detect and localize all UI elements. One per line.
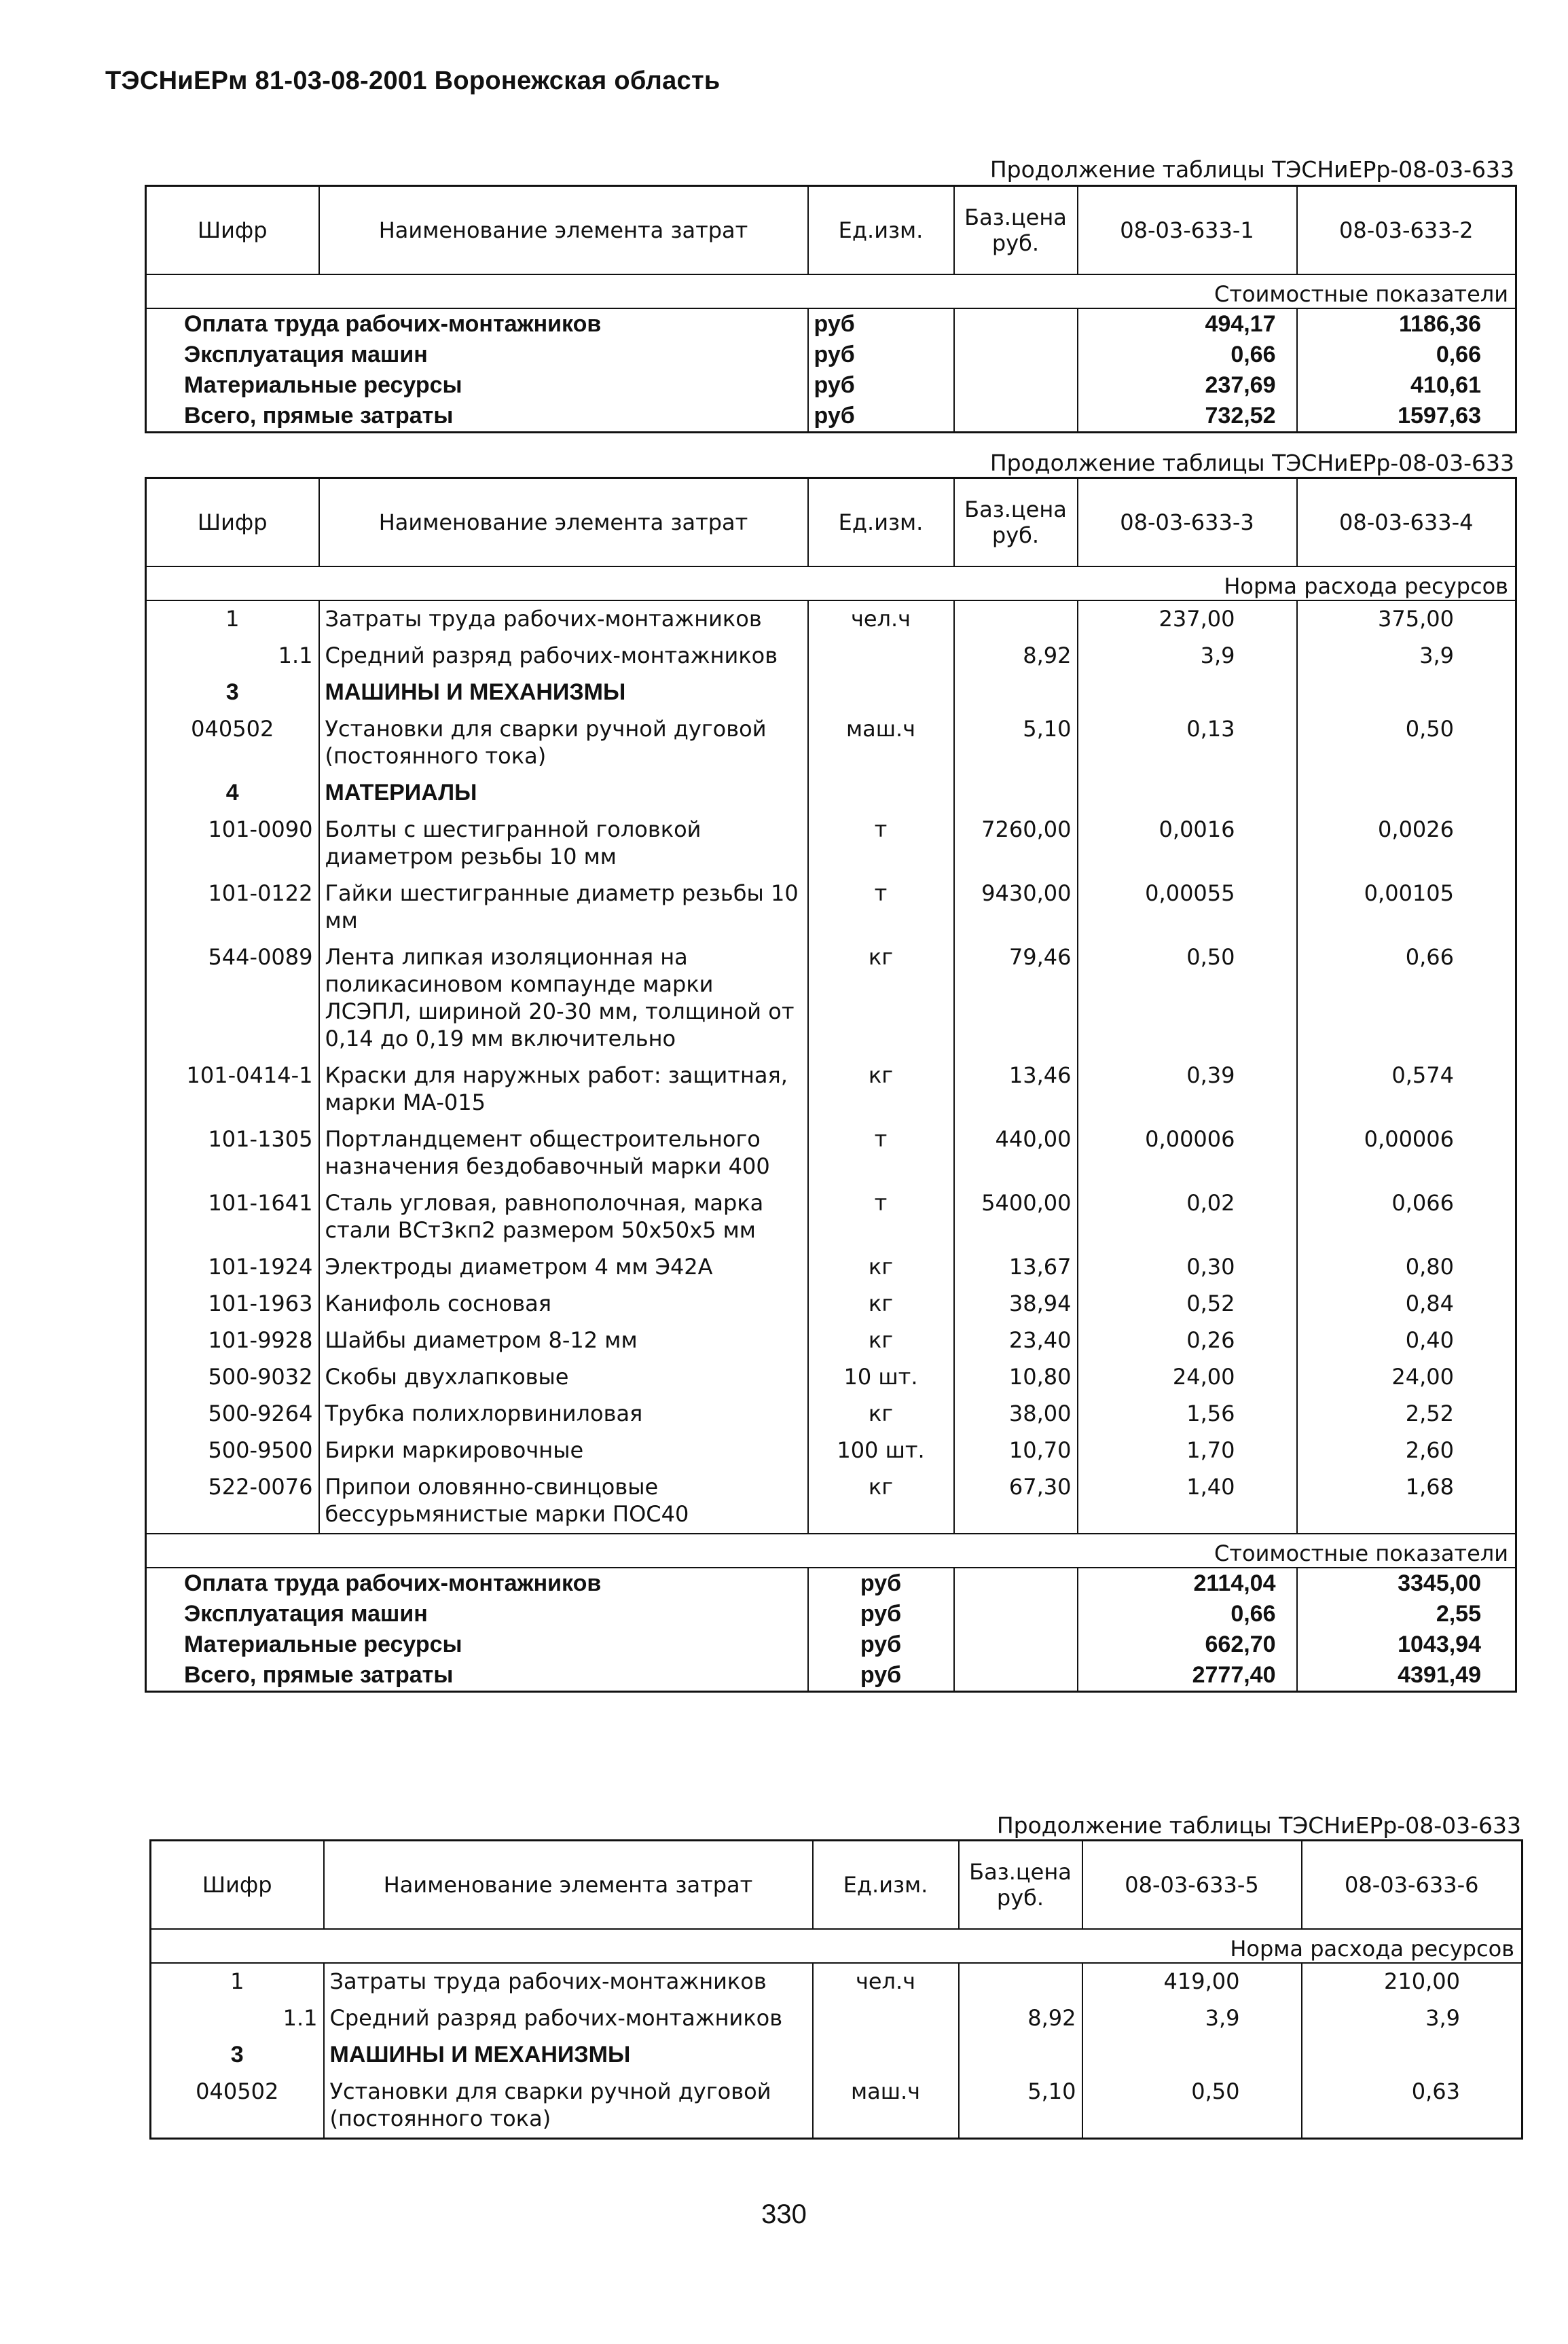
row-price: 10,70 bbox=[954, 1432, 1078, 1469]
row-code: 101-1305 bbox=[208, 1126, 313, 1152]
row-code: 101-1924 bbox=[208, 1254, 313, 1280]
row-code: 500-9264 bbox=[208, 1401, 313, 1426]
row-b: 2,52 bbox=[1297, 1396, 1516, 1432]
row-unit bbox=[813, 2037, 959, 2074]
total-row bbox=[146, 370, 1516, 401]
row-name: Установки для сварки ручной дуговой (постоянного тока) bbox=[319, 711, 808, 775]
total-unit: руб bbox=[808, 1629, 954, 1660]
row-name: Шайбы диаметром 8-12 мм bbox=[319, 1322, 808, 1359]
row-a: 0,50 bbox=[1078, 939, 1297, 1058]
row-code: 101-1641 bbox=[208, 1190, 313, 1216]
col-header-name: Наименование элемента затрат bbox=[319, 478, 808, 567]
row-code: 500-9500 bbox=[208, 1437, 313, 1463]
section-cost-label: Стоимостные показатели bbox=[146, 1534, 1516, 1568]
row-unit: кг bbox=[808, 1322, 954, 1359]
row-name: Болты с шестигранной головкой диаметром резьбы 10 мм bbox=[319, 812, 808, 876]
total-row bbox=[146, 1568, 1516, 1599]
row-code: 101-0414-1 bbox=[186, 1062, 313, 1088]
total-name: Всего, прямые затраты bbox=[146, 1660, 808, 1692]
table-row bbox=[151, 1963, 1523, 2000]
row-unit: кг bbox=[808, 939, 954, 1058]
row-unit: 100 шт. bbox=[808, 1432, 954, 1469]
row-unit: т bbox=[808, 1121, 954, 1185]
table-row bbox=[146, 638, 1516, 674]
row-unit: чел.ч bbox=[813, 1963, 959, 2000]
total-unit: руб bbox=[808, 308, 954, 340]
row-b: 0,066 bbox=[1297, 1185, 1516, 1249]
table-row bbox=[146, 1249, 1516, 1286]
col-header-b: 08-03-633-6 bbox=[1302, 1841, 1523, 1930]
total-name: Эксплуатация машин bbox=[184, 1601, 428, 1627]
col-header-code: Шифр bbox=[146, 478, 319, 567]
row-price: 67,30 bbox=[954, 1469, 1078, 1534]
continuation-caption: Продолжение таблицы ТЭСНиЕРр-08-03-633 bbox=[989, 450, 1514, 476]
row-unit: кг bbox=[808, 1058, 954, 1121]
total-a: 237,69 bbox=[1078, 370, 1297, 401]
row-price: 79,46 bbox=[954, 939, 1078, 1058]
row-name: Портландцемент общестроительного назначения бездобавочный марки 400 bbox=[319, 1121, 808, 1185]
row-unit: т bbox=[808, 1185, 954, 1249]
table-row bbox=[151, 2000, 1523, 2037]
col-header-a: 08-03-633-3 bbox=[1078, 478, 1297, 567]
document-header: ТЭСНиЕРм 81-03-08-2001 Воронежская область bbox=[105, 67, 721, 95]
continuation-caption: Продолжение таблицы ТЭСНиЕРр-08-03-633 bbox=[989, 156, 1514, 183]
row-price: 8,92 bbox=[959, 2000, 1082, 2037]
row-code: 101-1963 bbox=[208, 1291, 313, 1316]
row-a bbox=[1082, 2037, 1302, 2074]
table-row bbox=[146, 674, 1516, 711]
row-code: 1.1 bbox=[282, 2005, 318, 2031]
row-price: 440,00 bbox=[954, 1121, 1078, 1185]
row-b: 2,60 bbox=[1297, 1432, 1516, 1469]
row-a: 0,30 bbox=[1078, 1249, 1297, 1286]
row-code: 544-0089 bbox=[208, 944, 313, 970]
table-row bbox=[151, 2074, 1523, 2139]
row-name: Бирки маркировочные bbox=[319, 1432, 808, 1469]
table-row bbox=[146, 1185, 1516, 1249]
page-number: 330 bbox=[761, 2199, 807, 2229]
row-price: 10,80 bbox=[954, 1359, 1078, 1396]
total-a: 2114,04 bbox=[1078, 1568, 1297, 1599]
table-row bbox=[146, 812, 1516, 876]
row-a: 24,00 bbox=[1078, 1359, 1297, 1396]
table-row bbox=[146, 1432, 1516, 1469]
row-a: 3,9 bbox=[1078, 638, 1297, 674]
total-unit: руб bbox=[808, 1568, 954, 1599]
row-unit: т bbox=[808, 876, 954, 939]
total-b: 2,55 bbox=[1297, 1599, 1516, 1629]
total-a: 732,52 bbox=[1078, 401, 1297, 433]
total-name: Всего, прямые затраты bbox=[146, 401, 808, 433]
row-code: 3 bbox=[225, 679, 239, 705]
total-unit: руб bbox=[808, 1660, 954, 1692]
row-b: 0,0026 bbox=[1297, 812, 1516, 876]
row-code: 4 bbox=[225, 780, 239, 806]
row-price: 5400,00 bbox=[954, 1185, 1078, 1249]
col-header-name: Наименование элемента затрат bbox=[319, 186, 808, 275]
row-b: 0,00105 bbox=[1297, 876, 1516, 939]
row-b: 0,80 bbox=[1297, 1249, 1516, 1286]
row-price: 13,67 bbox=[954, 1249, 1078, 1286]
row-b: 210,00 bbox=[1302, 1963, 1523, 2000]
total-b: 3345,00 bbox=[1297, 1568, 1516, 1599]
row-b: 3,9 bbox=[1302, 2000, 1523, 2037]
table-row bbox=[146, 876, 1516, 939]
total-name: Оплата труда рабочих-монтажников bbox=[184, 1570, 602, 1596]
table-1 bbox=[145, 185, 1517, 433]
table-row bbox=[146, 1396, 1516, 1432]
total-b: 410,61 bbox=[1297, 370, 1516, 401]
row-name: МАШИНЫ И МЕХАНИЗМЫ bbox=[319, 674, 808, 711]
row-code: 1.1 bbox=[278, 643, 313, 668]
total-row bbox=[146, 308, 1516, 340]
row-unit: 10 шт. bbox=[808, 1359, 954, 1396]
row-b: 0,574 bbox=[1297, 1058, 1516, 1121]
total-name: Материальные ресурсы bbox=[184, 1631, 462, 1657]
table-row bbox=[146, 1058, 1516, 1121]
row-code: 040502 bbox=[196, 2078, 279, 2104]
total-row bbox=[146, 401, 1516, 433]
total-b: 1597,63 bbox=[1297, 401, 1516, 433]
row-unit: кг bbox=[808, 1396, 954, 1432]
row-name: Канифоль сосновая bbox=[319, 1286, 808, 1322]
col-header-code: Шифр bbox=[151, 1841, 324, 1930]
row-b: 375,00 bbox=[1297, 600, 1516, 638]
row-code: 500-9032 bbox=[208, 1364, 313, 1390]
row-unit: маш.ч bbox=[813, 2074, 959, 2139]
row-price bbox=[959, 1963, 1082, 2000]
row-name: Припои оловянно-свинцовые бессурьмянистые марки ПОС40 bbox=[319, 1469, 808, 1534]
row-a: 0,00055 bbox=[1078, 876, 1297, 939]
total-row bbox=[146, 1660, 1516, 1692]
row-name: МАШИНЫ И МЕХАНИЗМЫ bbox=[324, 2037, 813, 2074]
total-unit: руб bbox=[808, 340, 954, 370]
row-a: 0,00006 bbox=[1078, 1121, 1297, 1185]
section-norm-label: Норма расхода ресурсов bbox=[146, 566, 1516, 600]
row-a: 0,02 bbox=[1078, 1185, 1297, 1249]
total-row bbox=[146, 340, 1516, 370]
row-name: Трубка полихлорвиниловая bbox=[319, 1396, 808, 1432]
row-a: 0,0016 bbox=[1078, 812, 1297, 876]
row-code: 040502 bbox=[191, 716, 274, 742]
continuation-caption: Продолжение таблицы ТЭСНиЕРр-08-03-633 bbox=[996, 1812, 1521, 1839]
table-row bbox=[146, 1286, 1516, 1322]
col-header-b: 08-03-633-4 bbox=[1297, 478, 1516, 567]
col-header-unit: Ед.изм. bbox=[808, 478, 954, 567]
row-name: Установки для сварки ручной дуговой (постоянного тока) bbox=[324, 2074, 813, 2139]
row-a: 0,39 bbox=[1078, 1058, 1297, 1121]
row-unit bbox=[808, 638, 954, 674]
total-a: 662,70 bbox=[1078, 1629, 1297, 1660]
row-b: 0,00006 bbox=[1297, 1121, 1516, 1185]
row-a: 1,70 bbox=[1078, 1432, 1297, 1469]
col-header-b: 08-03-633-2 bbox=[1297, 186, 1516, 275]
row-unit: маш.ч bbox=[808, 711, 954, 775]
row-b: 0,50 bbox=[1297, 711, 1516, 775]
row-price bbox=[959, 2037, 1082, 2074]
section-cost-label: Стоимостные показатели bbox=[146, 274, 1516, 308]
row-name: МАТЕРИАЛЫ bbox=[319, 775, 808, 812]
row-price bbox=[954, 775, 1078, 812]
row-unit: кг bbox=[808, 1469, 954, 1534]
row-a: 0,13 bbox=[1078, 711, 1297, 775]
table-row bbox=[146, 711, 1516, 775]
row-unit: кг bbox=[808, 1249, 954, 1286]
row-price: 9430,00 bbox=[954, 876, 1078, 939]
row-a: 0,50 bbox=[1082, 2074, 1302, 2139]
row-b: 0,84 bbox=[1297, 1286, 1516, 1322]
table-row bbox=[146, 775, 1516, 812]
col-header-a: 08-03-633-5 bbox=[1082, 1841, 1302, 1930]
row-code: 522-0076 bbox=[208, 1474, 313, 1500]
row-name: Сталь угловая, равнополочная, марка стали ВСт3кп2 размером 50x50x5 мм bbox=[319, 1185, 808, 1249]
total-a: 0,66 bbox=[1078, 340, 1297, 370]
table-row bbox=[146, 1359, 1516, 1396]
total-row bbox=[146, 1599, 1516, 1629]
row-price: 23,40 bbox=[954, 1322, 1078, 1359]
total-a: 494,17 bbox=[1078, 308, 1297, 340]
total-b: 1043,94 bbox=[1297, 1629, 1516, 1660]
row-name: Затраты труда рабочих-монтажников bbox=[324, 1963, 813, 2000]
col-header-unit: Ед.изм. bbox=[813, 1841, 959, 1930]
row-price: 7260,00 bbox=[954, 812, 1078, 876]
row-code: 101-0090 bbox=[208, 816, 313, 842]
row-a bbox=[1078, 775, 1297, 812]
row-code: 1 bbox=[225, 606, 240, 632]
total-unit: руб bbox=[808, 401, 954, 433]
row-b: 0,63 bbox=[1302, 2074, 1523, 2139]
table-row bbox=[146, 1469, 1516, 1534]
total-b: 1186,36 bbox=[1297, 308, 1516, 340]
section-norm-label: Норма расхода ресурсов bbox=[151, 1929, 1523, 1963]
col-header-price: Баз.цена руб. bbox=[954, 186, 1078, 275]
row-b bbox=[1297, 775, 1516, 812]
row-unit: т bbox=[808, 812, 954, 876]
total-a: 0,66 bbox=[1078, 1599, 1297, 1629]
row-price: 5,10 bbox=[954, 711, 1078, 775]
row-a bbox=[1078, 674, 1297, 711]
table-row bbox=[146, 939, 1516, 1058]
row-a: 0,26 bbox=[1078, 1322, 1297, 1359]
total-name: Материальные ресурсы bbox=[184, 372, 462, 398]
row-a: 0,52 bbox=[1078, 1286, 1297, 1322]
row-price: 13,46 bbox=[954, 1058, 1078, 1121]
row-name: Лента липкая изоляционная на поликасиновом компаунде марки ЛСЭПЛ, шириной 20-30 мм, толщиной от 0,14 до 0,19 мм включительно bbox=[319, 939, 808, 1058]
row-price: 38,00 bbox=[954, 1396, 1078, 1432]
row-name: Средний разряд рабочих-монтажников bbox=[319, 638, 808, 674]
row-a: 419,00 bbox=[1082, 1963, 1302, 2000]
row-name: Краски для наружных работ: защитная, марки МА-015 bbox=[319, 1058, 808, 1121]
col-header-price: Баз.цена руб. bbox=[954, 478, 1078, 567]
row-b bbox=[1297, 674, 1516, 711]
row-name: Скобы двухлапковые bbox=[319, 1359, 808, 1396]
total-row bbox=[146, 1629, 1516, 1660]
row-unit bbox=[813, 2000, 959, 2037]
total-unit: руб bbox=[808, 1599, 954, 1629]
row-name: Затраты труда рабочих-монтажников bbox=[319, 600, 808, 638]
row-code: 101-9928 bbox=[208, 1327, 313, 1353]
total-name: Эксплуатация машин bbox=[184, 342, 428, 367]
row-a: 1,40 bbox=[1078, 1469, 1297, 1534]
row-name: Гайки шестигранные диаметр резьбы 10 мм bbox=[319, 876, 808, 939]
table-row bbox=[146, 1121, 1516, 1185]
col-header-name: Наименование элемента затрат bbox=[324, 1841, 813, 1930]
row-unit: кг bbox=[808, 1286, 954, 1322]
row-a: 1,56 bbox=[1078, 1396, 1297, 1432]
row-b bbox=[1302, 2037, 1523, 2074]
table-row bbox=[146, 1322, 1516, 1359]
total-name: Оплата труда рабочих-монтажников bbox=[184, 311, 602, 337]
row-a: 3,9 bbox=[1082, 2000, 1302, 2037]
row-unit bbox=[808, 775, 954, 812]
row-b: 24,00 bbox=[1297, 1359, 1516, 1396]
col-header-unit: Ед.изм. bbox=[808, 186, 954, 275]
table-2 bbox=[145, 477, 1517, 1693]
row-b: 0,66 bbox=[1297, 939, 1516, 1058]
table-row bbox=[151, 2037, 1523, 2074]
total-b: 4391,49 bbox=[1297, 1660, 1516, 1692]
row-price: 8,92 bbox=[954, 638, 1078, 674]
row-name: Средний разряд рабочих-монтажников bbox=[324, 2000, 813, 2037]
row-a: 237,00 bbox=[1078, 600, 1297, 638]
row-unit: чел.ч bbox=[808, 600, 954, 638]
table-row bbox=[146, 600, 1516, 638]
row-b: 3,9 bbox=[1297, 638, 1516, 674]
col-header-code: Шифр bbox=[146, 186, 319, 275]
total-a: 2777,40 bbox=[1078, 1660, 1297, 1692]
total-unit: руб bbox=[808, 370, 954, 401]
row-code: 3 bbox=[230, 2042, 244, 2068]
row-unit bbox=[808, 674, 954, 711]
row-name: Электроды диаметром 4 мм Э42А bbox=[319, 1249, 808, 1286]
row-price: 38,94 bbox=[954, 1286, 1078, 1322]
row-b: 1,68 bbox=[1297, 1469, 1516, 1534]
row-code: 1 bbox=[230, 1968, 244, 1994]
col-header-price: Баз.цена руб. bbox=[959, 1841, 1082, 1930]
table-3 bbox=[149, 1839, 1523, 2140]
row-price bbox=[954, 600, 1078, 638]
col-header-a: 08-03-633-1 bbox=[1078, 186, 1297, 275]
row-price bbox=[954, 674, 1078, 711]
row-b: 0,40 bbox=[1297, 1322, 1516, 1359]
total-b: 0,66 bbox=[1297, 340, 1516, 370]
row-code: 101-0122 bbox=[208, 880, 313, 906]
row-price: 5,10 bbox=[959, 2074, 1082, 2139]
